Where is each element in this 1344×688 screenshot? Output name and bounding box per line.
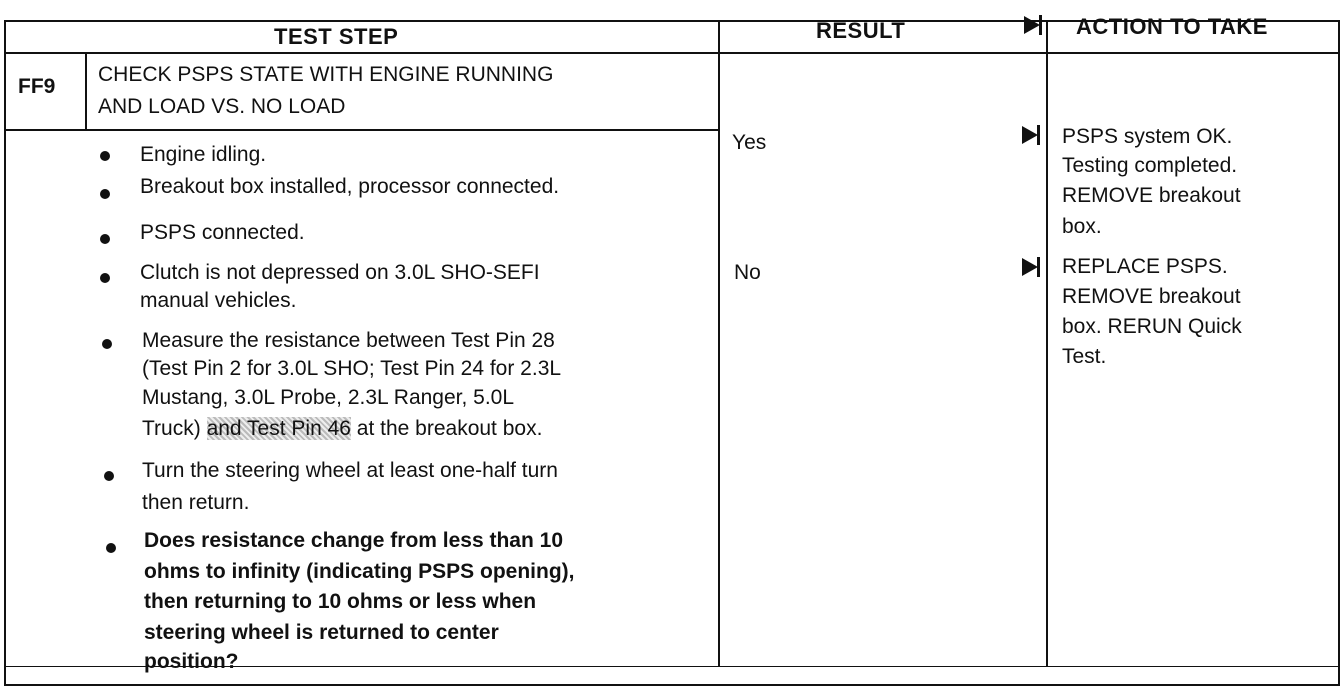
result-arrow-icon: [1022, 126, 1038, 144]
step-title-bottom-border: [4, 129, 720, 131]
action-line: REMOVE breakout: [1062, 285, 1241, 308]
column-divider-result: [718, 20, 720, 666]
table-bottom-border: [4, 684, 1340, 686]
action-line: REPLACE PSPS.: [1062, 255, 1228, 278]
header-bottom-border: [4, 52, 1340, 54]
action-line: Testing completed.: [1062, 154, 1238, 177]
step-title-line-2: AND LOAD VS. NO LOAD: [98, 95, 346, 118]
instruction-line: PSPS connected.: [140, 221, 305, 244]
action-line: PSPS system OK.: [1062, 125, 1233, 148]
action-line: Test.: [1062, 345, 1107, 368]
header-action: ACTION TO TAKE: [1076, 14, 1268, 39]
result-no: No: [734, 261, 761, 284]
instruction-line: Measure the resistance between Test Pin 28: [142, 329, 555, 352]
step-title-line-1: CHECK PSPS STATE WITH ENGINE RUNNING: [98, 63, 554, 86]
instruction-line: Turn the steering wheel at least one-half turn: [142, 459, 558, 482]
header-arrow-icon: [1024, 16, 1040, 34]
instruction-line: manual vehicles.: [140, 289, 297, 312]
instruction-line-last: [142, 414, 542, 444]
step-code: FF9: [18, 75, 56, 98]
instruction-text: Truck): [142, 417, 207, 440]
header-test-step: TEST STEP: [274, 24, 399, 49]
smudged-text: and Test Pin 46: [206, 417, 351, 440]
question-line: steering wheel is returned to center: [144, 621, 499, 644]
bullet-icon: [100, 273, 110, 283]
table-right-border: [1338, 20, 1340, 686]
result-arrow-icon: [1022, 258, 1038, 276]
bullet-icon: [100, 234, 110, 244]
bullet-icon: [106, 543, 116, 553]
result-yes: Yes: [732, 131, 767, 154]
bullet-icon: [104, 471, 114, 481]
bullet-icon: [100, 189, 110, 199]
question-line: ohms to infinity (indicating PSPS opening),: [144, 560, 575, 583]
action-line: box. RERUN Quick: [1062, 315, 1242, 338]
instruction-text: at the breakout box.: [350, 417, 543, 440]
bullet-icon: [100, 151, 110, 161]
action-line: box.: [1062, 215, 1102, 238]
question-line: Does resistance change from less than 10: [144, 529, 564, 552]
question-line: position?: [144, 650, 239, 673]
instruction-line: Mustang, 3.0L Probe, 2.3L Ranger, 5.0L: [142, 386, 515, 409]
question-line: then returning to 10 ohms or less when: [144, 590, 537, 613]
instruction-line: Clutch is not depressed on 3.0L SHO-SEFI: [140, 261, 540, 284]
instruction-line: (Test Pin 2 for 3.0L SHO; Test Pin 24 for 2.3L: [142, 357, 562, 380]
bullet-icon: [102, 339, 112, 349]
action-line: REMOVE breakout: [1062, 184, 1241, 207]
header-result: RESULT: [816, 18, 906, 43]
step-code-divider: [85, 54, 87, 130]
instruction-line: Engine idling.: [140, 143, 267, 166]
column-divider-action: [1046, 20, 1048, 666]
instruction-line: Breakout box installed, processor connected.: [140, 175, 560, 198]
table-left-border: [4, 20, 6, 686]
instruction-line: then return.: [142, 491, 250, 514]
